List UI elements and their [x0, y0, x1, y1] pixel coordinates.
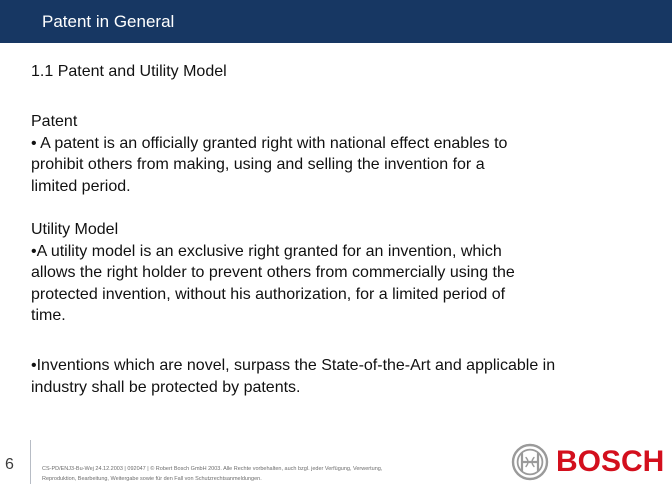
paragraph-line: time. — [31, 307, 66, 325]
footer-legal-line: CS-PD/ENJ3-Bu-Wej 24.12.2003 | 092047 | © Robert Bosch GmbH 2003. Alle Rechte vorbehalten, auch bzgl. jeder Verfügung, Verwertung, — [42, 466, 383, 472]
bosch-armature-logo-icon — [511, 443, 549, 481]
paragraph-line: •A utility model is an exclusive right granted for an invention, which — [31, 242, 502, 260]
footer-divider — [30, 440, 31, 484]
paragraph-patent — [31, 111, 507, 197]
bosch-logo — [511, 443, 665, 481]
paragraph-line: protected invention, without his authorization, for a limited period of — [31, 285, 506, 303]
paragraph-inventions — [31, 355, 555, 398]
paragraph-line: limited period. — [31, 177, 131, 195]
paragraph-line: prohibit others from making, using and selling the invention for a — [31, 156, 485, 174]
paragraph-line: allows the right holder to prevent others from commercially using the — [31, 264, 515, 282]
bosch-logo-text: BOSCH — [556, 445, 665, 478]
section-title: 1.1 Patent and Utility Model — [31, 63, 227, 80]
paragraph-line: • A patent is an officially granted right with national effect enables to — [31, 134, 508, 152]
paragraph-heading: Patent — [31, 113, 78, 130]
page-title: Patent in General — [42, 12, 175, 31]
paragraph-utility-model — [31, 219, 515, 327]
page-number: 6 — [5, 456, 14, 473]
paragraph-heading: Utility Model — [31, 221, 119, 238]
footer-legal-text — [42, 464, 382, 484]
paragraph-line: industry shall be protected by patents. — [31, 378, 301, 396]
header-bar — [0, 0, 672, 43]
paragraph-line: •Inventions which are novel, surpass the State-of-the-Art and applicable in — [31, 357, 556, 374]
footer-legal-line: Reproduktion, Bearbeitung, Weitergabe sowie für den Fall von Schutzrechtsanmeldungen. — [42, 476, 262, 482]
